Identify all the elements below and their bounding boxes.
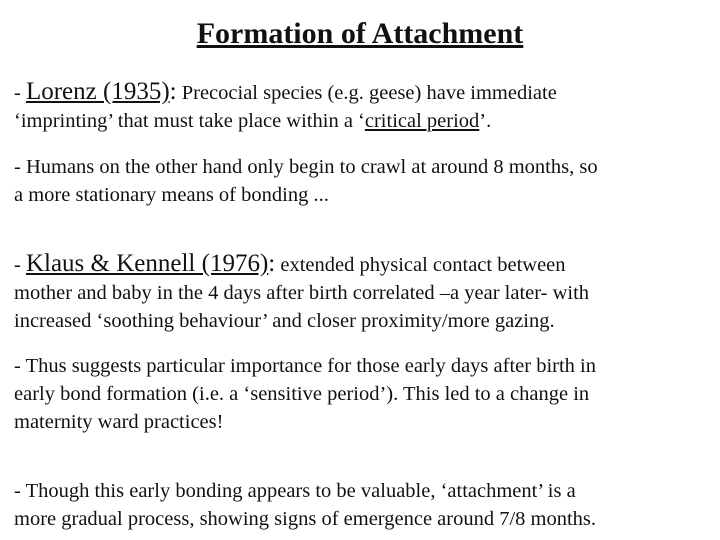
klaus-text-1: extended physical contact between (275, 254, 566, 276)
paragraph-sensitive-period (14, 352, 710, 436)
paragraph-gradual-process (14, 477, 710, 533)
colon: : (268, 250, 276, 277)
bullet-dash: - (14, 82, 26, 104)
critical-period-term: critical period (364, 110, 480, 132)
lorenz-text-2b: ’. (479, 110, 492, 132)
humans-line-2: a more stationary means of bonding ... (14, 184, 329, 206)
paragraph-klaus-kennell (14, 250, 710, 335)
gradual-line-1: - Though this early bonding appears to be valuable, ‘attachment’ is a (14, 480, 576, 502)
lorenz-line-2 (14, 107, 710, 135)
lorenz-citation: Lorenz (1935) (25, 78, 170, 105)
lorenz-text-1: Precocial species (e.g. geese) have immediate (176, 82, 557, 104)
paragraph-humans (14, 153, 710, 209)
sensitive-line-3: maternity ward practices! (14, 411, 224, 433)
gradual-line-2: more gradual process, showing signs of emergence around 7/8 months. (14, 508, 597, 530)
colon: : (169, 78, 177, 105)
klaus-kennell-citation: Klaus & Kennell (1976) (25, 250, 269, 277)
humans-line-1: - Humans on the other hand only begin to crawl at around 8 months, so (14, 156, 598, 178)
sensitive-line-1: - Thus suggests particular importance for those early days after birth in (14, 355, 596, 377)
lorenz-line-1 (14, 78, 710, 107)
bullet-dash: - (14, 254, 26, 276)
lorenz-text-2a: ‘imprinting’ that must take place within a ‘ (14, 110, 365, 132)
slide-title: Formation of Attachment (196, 17, 524, 50)
paragraph-lorenz (14, 78, 710, 135)
klaus-line-3: increased ‘soothing behaviour’ and closer proximity/more gazing. (14, 310, 555, 332)
sensitive-line-2: early bond formation (i.e. a ‘sensitive period’). This led to a change in (14, 383, 590, 405)
klaus-line-2: mother and baby in the 4 days after birth correlated –a year later- with (14, 282, 590, 304)
klaus-line-1 (14, 250, 710, 279)
